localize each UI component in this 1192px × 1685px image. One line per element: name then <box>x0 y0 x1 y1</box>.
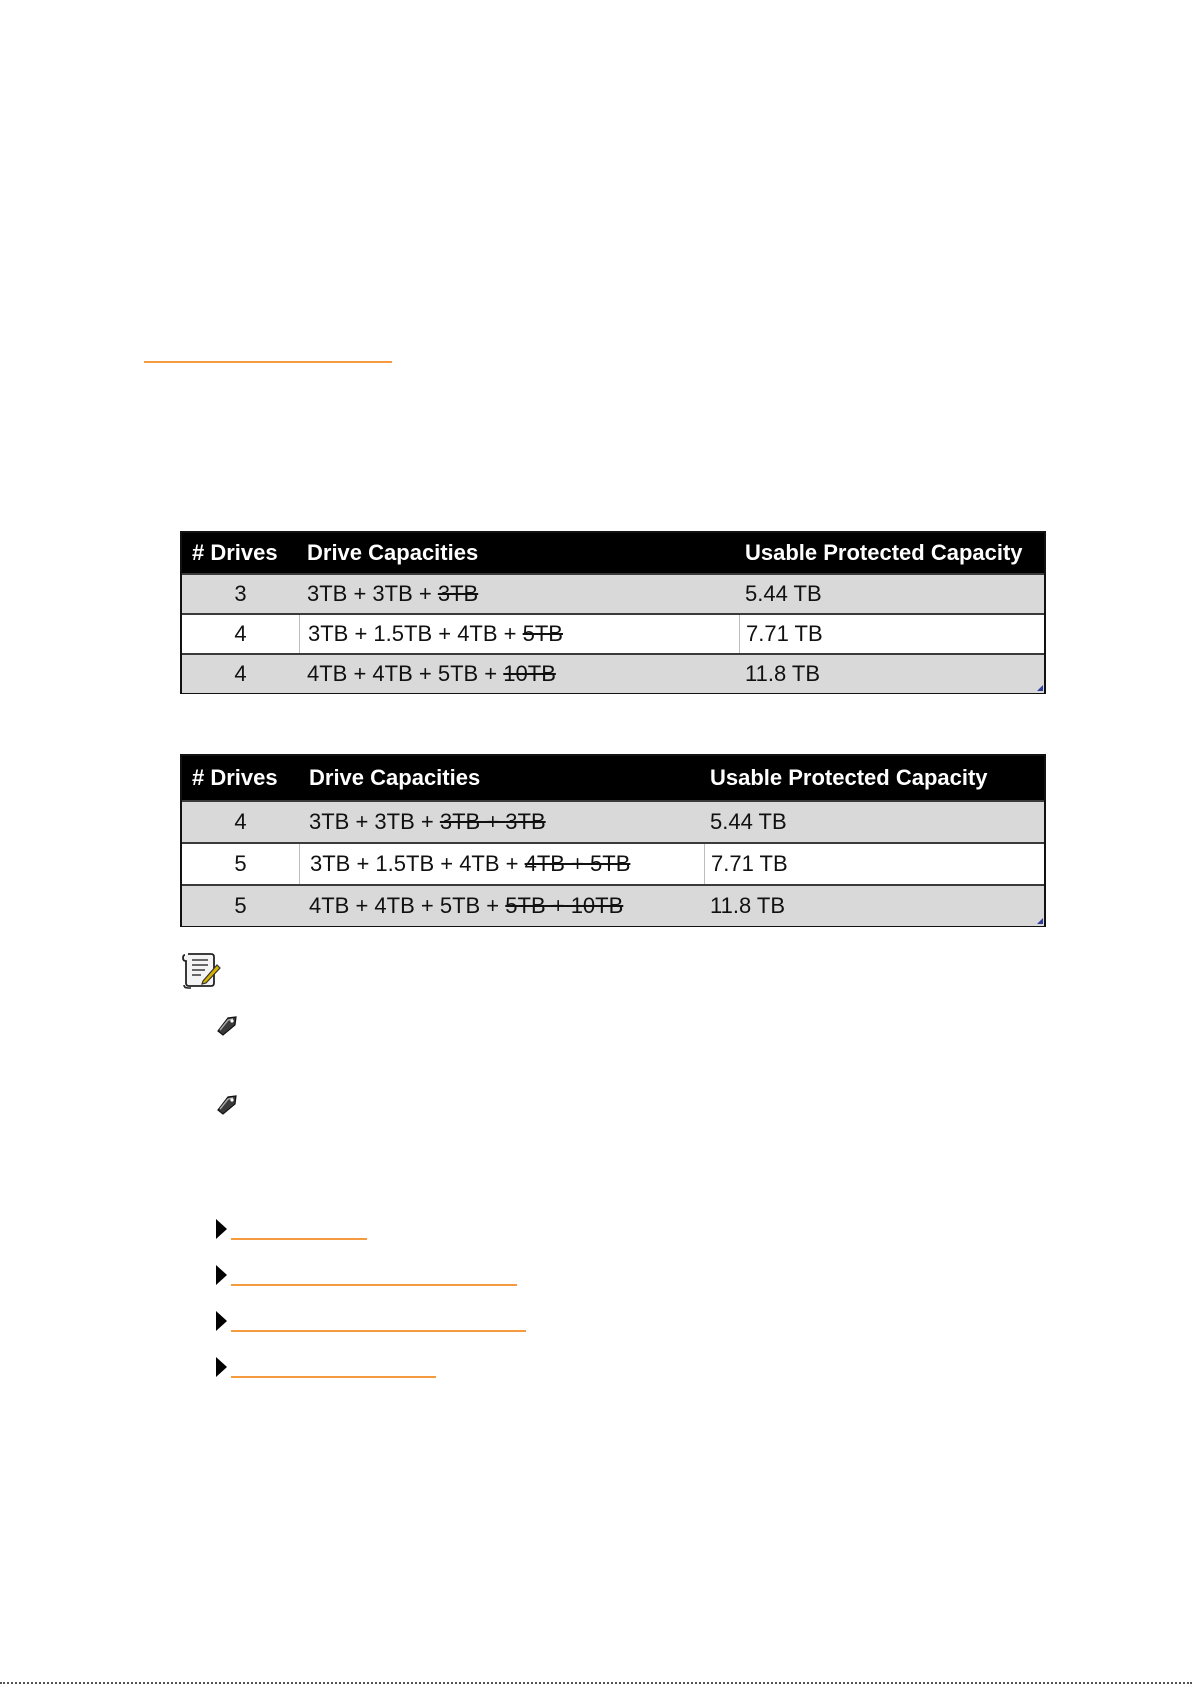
header-usable: Usable Protected Capacity <box>710 765 988 790</box>
tag-icon <box>215 1014 239 1038</box>
header-drives: # Drives <box>192 765 278 790</box>
table-row <box>182 800 1044 842</box>
struck-capacity: 3TB <box>437 581 479 606</box>
struck-capacity: 10TB <box>503 661 556 686</box>
triangle-right-icon <box>216 1311 227 1331</box>
cell-capacities <box>299 615 739 653</box>
cell-usable: 7.71 TB <box>704 844 1044 884</box>
table-resize-handle <box>1037 685 1043 691</box>
struck-capacity: 5TB + 10TB <box>505 893 624 918</box>
cell-capacities <box>299 802 704 842</box>
capacities-text: 3TB + 3TB + <box>309 809 434 834</box>
header-drives: # Drives <box>192 540 278 565</box>
header-usable: Usable Protected Capacity <box>745 540 1023 565</box>
table-header-row <box>182 756 1044 800</box>
page-bottom-rule <box>0 1682 1192 1684</box>
cell-capacities <box>299 655 739 693</box>
top-link-underline[interactable] <box>144 361 392 363</box>
capacity-table-1 <box>180 531 1046 694</box>
cell-capacities <box>299 886 704 926</box>
cell-drives: 3 <box>234 581 247 606</box>
link-underline[interactable] <box>231 1238 367 1240</box>
link-underline[interactable] <box>231 1376 436 1378</box>
triangle-right-icon <box>216 1357 227 1377</box>
cell-capacities <box>299 575 739 613</box>
cell-usable: 7.71 TB <box>739 615 1044 653</box>
table-row <box>182 613 1044 653</box>
capacities-text: 3TB + 1.5TB + 4TB + <box>308 621 517 646</box>
table-resize-handle <box>1037 918 1043 924</box>
cell-usable: 5.44 TB <box>745 581 822 606</box>
cell-drives: 5 <box>234 851 247 876</box>
cell-drives: 5 <box>234 893 247 918</box>
cell-usable: 11.8 TB <box>710 893 786 918</box>
capacities-text: 4TB + 4TB + 5TB + <box>309 893 500 918</box>
link-underline[interactable] <box>231 1284 517 1286</box>
table-row <box>182 842 1044 884</box>
capacity-table-2 <box>180 754 1046 927</box>
header-capacities: Drive Capacities <box>309 765 481 790</box>
struck-capacity: 5TB <box>522 621 563 646</box>
struck-capacity: 4TB + 5TB <box>524 851 631 876</box>
capacities-text: 3TB + 3TB + <box>307 581 432 606</box>
triangle-right-icon <box>216 1219 227 1239</box>
tag-icon <box>215 1093 239 1117</box>
cell-drives: 4 <box>234 809 247 834</box>
cell-usable: 11.8 TB <box>745 661 821 686</box>
cell-usable: 5.44 TB <box>710 809 787 834</box>
link-underline[interactable] <box>231 1330 526 1332</box>
header-capacities: Drive Capacities <box>307 540 479 565</box>
table-row <box>182 653 1044 693</box>
note-pen-icon <box>181 951 221 989</box>
triangle-right-icon <box>216 1265 227 1285</box>
capacities-text: 3TB + 1.5TB + 4TB + <box>310 851 519 876</box>
cell-capacities <box>299 844 704 884</box>
table-row <box>182 884 1044 926</box>
cell-drives: 4 <box>234 661 247 686</box>
capacities-text: 4TB + 4TB + 5TB + <box>307 661 498 686</box>
table-header-row <box>182 533 1044 573</box>
cell-drives: 4 <box>234 621 247 646</box>
struck-capacity: 3TB + 3TB <box>439 809 546 834</box>
table-row <box>182 573 1044 613</box>
